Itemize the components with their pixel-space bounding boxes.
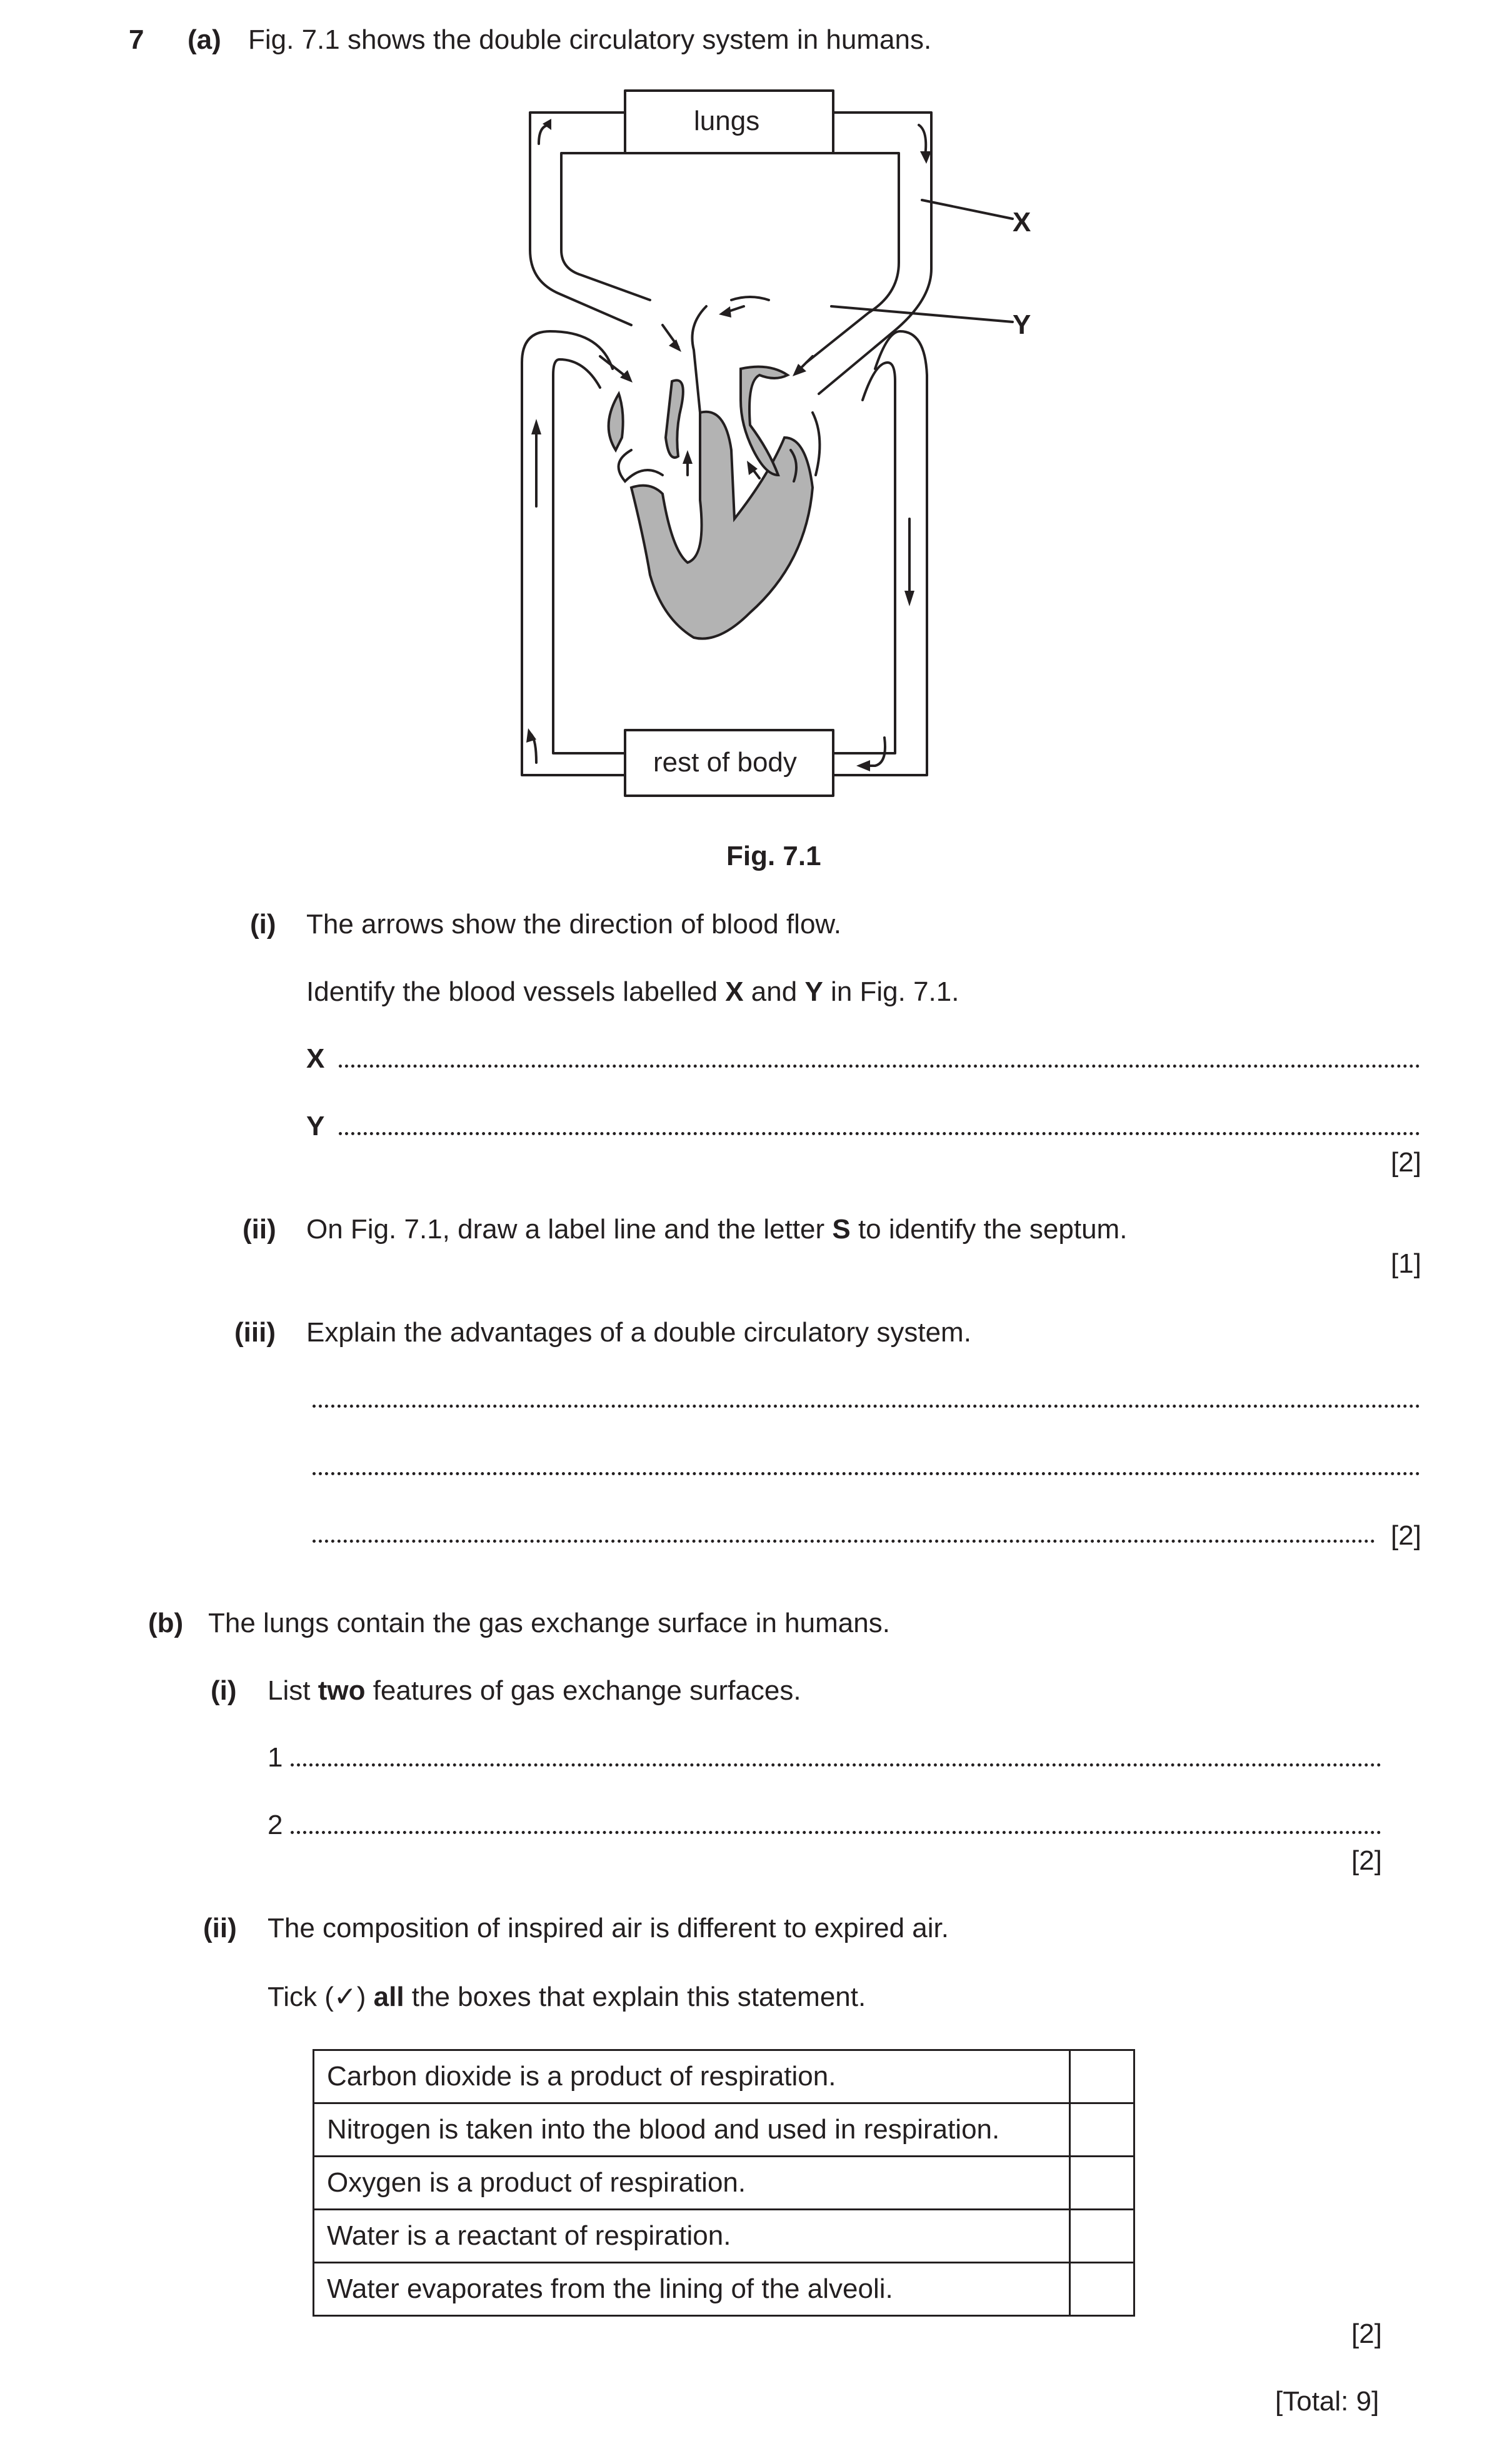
a-i-line1: The arrows show the direction of blood flow. <box>306 909 842 940</box>
a-iii-answer-line-3[interactable] <box>313 1540 1375 1543</box>
tick-box-table <box>313 2049 1135 2317</box>
answer-y-line[interactable] <box>339 1132 1420 1135</box>
a-iii-answer-line-2[interactable] <box>313 1472 1420 1475</box>
b-i-line2-number: 2 <box>268 1810 283 1840</box>
table-row <box>314 2050 1134 2103</box>
b-ii-instruction-bold: all <box>373 1982 404 2012</box>
tick-box[interactable] <box>1070 2210 1134 2263</box>
b-ii-label: (ii) <box>203 1913 237 1943</box>
b-i-marks: [2] <box>1351 1845 1382 1876</box>
b-i-text-bold: two <box>318 1675 366 1706</box>
a-ii-text-pre: On Fig. 7.1, draw a label line and the letter <box>306 1214 833 1245</box>
a-i-line2-y: Y <box>804 976 823 1007</box>
b-i-line1-number: 1 <box>268 1742 283 1773</box>
figure-label-x: X <box>1013 207 1031 238</box>
table-row <box>314 2103 1134 2157</box>
b-ii-marks: [2] <box>1351 2318 1382 2349</box>
a-i-line2-mid: and <box>743 976 805 1007</box>
b-ii-text: The composition of inspired air is different to expired air. <box>268 1913 949 1943</box>
a-ii-marks: [1] <box>1391 1248 1421 1279</box>
statement-cell: Oxygen is a product of respiration. <box>314 2157 1070 2210</box>
b-i-label: (i) <box>211 1675 237 1706</box>
a-i-marks: [2] <box>1391 1147 1421 1178</box>
statement-cell: Water evaporates from the lining of the alveoli. <box>314 2263 1070 2316</box>
b-i-answer-line-2[interactable] <box>291 1831 1381 1834</box>
b-ii-instruction <box>268 1983 866 2011</box>
figure-label-y: Y <box>1013 309 1031 340</box>
b-i-text-post: features of gas exchange surfaces. <box>365 1675 801 1706</box>
question-number: 7 <box>129 24 144 55</box>
b-i-text-pre: List <box>268 1675 318 1706</box>
a-iii-text: Explain the advantages of a double circulatory system. <box>306 1317 971 1348</box>
tick-box[interactable] <box>1070 2103 1134 2157</box>
tick-box[interactable] <box>1070 2050 1134 2103</box>
part-a-intro: Fig. 7.1 shows the double circulatory system in humans. <box>248 24 932 55</box>
a-ii-text-bold: S <box>832 1214 851 1245</box>
tick-box[interactable] <box>1070 2157 1134 2210</box>
a-iii-answer-line-1[interactable] <box>313 1405 1420 1408</box>
part-b-label: (b) <box>148 1608 184 1638</box>
figure-label-rest-of-body: rest of body <box>653 747 797 778</box>
a-i-line2 <box>306 978 959 1006</box>
a-i-line2-x: X <box>725 976 744 1007</box>
figure-caption: Fig. 7.1 <box>726 841 821 871</box>
b-ii-instruction-post: the boxes that explain this statement. <box>404 1982 866 2012</box>
b-i-answer-line-1[interactable] <box>291 1763 1381 1767</box>
part-b-intro: The lungs contain the gas exchange surface in humans. <box>208 1608 890 1638</box>
answer-x-label: X <box>306 1043 325 1074</box>
figure-label-lungs: lungs <box>694 106 760 136</box>
part-a-label: (a) <box>188 24 221 55</box>
a-i-line2-pre: Identify the blood vessels labelled <box>306 976 726 1007</box>
a-i-line2-post: in Fig. 7.1. <box>823 976 959 1007</box>
answer-x-line[interactable] <box>339 1065 1420 1068</box>
total-marks: [Total: 9] <box>1275 2386 1379 2417</box>
a-iii-marks: [2] <box>1391 1520 1421 1551</box>
a-ii-label: (ii) <box>243 1214 276 1245</box>
statement-cell: Nitrogen is taken into the blood and used in respiration. <box>314 2103 1070 2157</box>
a-ii-text-post: to identify the septum. <box>850 1214 1128 1245</box>
table-row <box>314 2210 1134 2263</box>
a-i-label: (i) <box>250 909 276 940</box>
b-i-text <box>268 1677 801 1705</box>
table-row <box>314 2263 1134 2316</box>
b-ii-instruction-pre: Tick (✓) <box>268 1982 374 2012</box>
statement-cell: Carbon dioxide is a product of respiration. <box>314 2050 1070 2103</box>
a-iii-label: (iii) <box>234 1317 276 1348</box>
a-ii-text <box>306 1216 1127 1243</box>
tick-box[interactable] <box>1070 2263 1134 2316</box>
answer-y-label: Y <box>306 1111 325 1141</box>
table-row <box>314 2157 1134 2210</box>
statement-cell: Water is a reactant of respiration. <box>314 2210 1070 2263</box>
